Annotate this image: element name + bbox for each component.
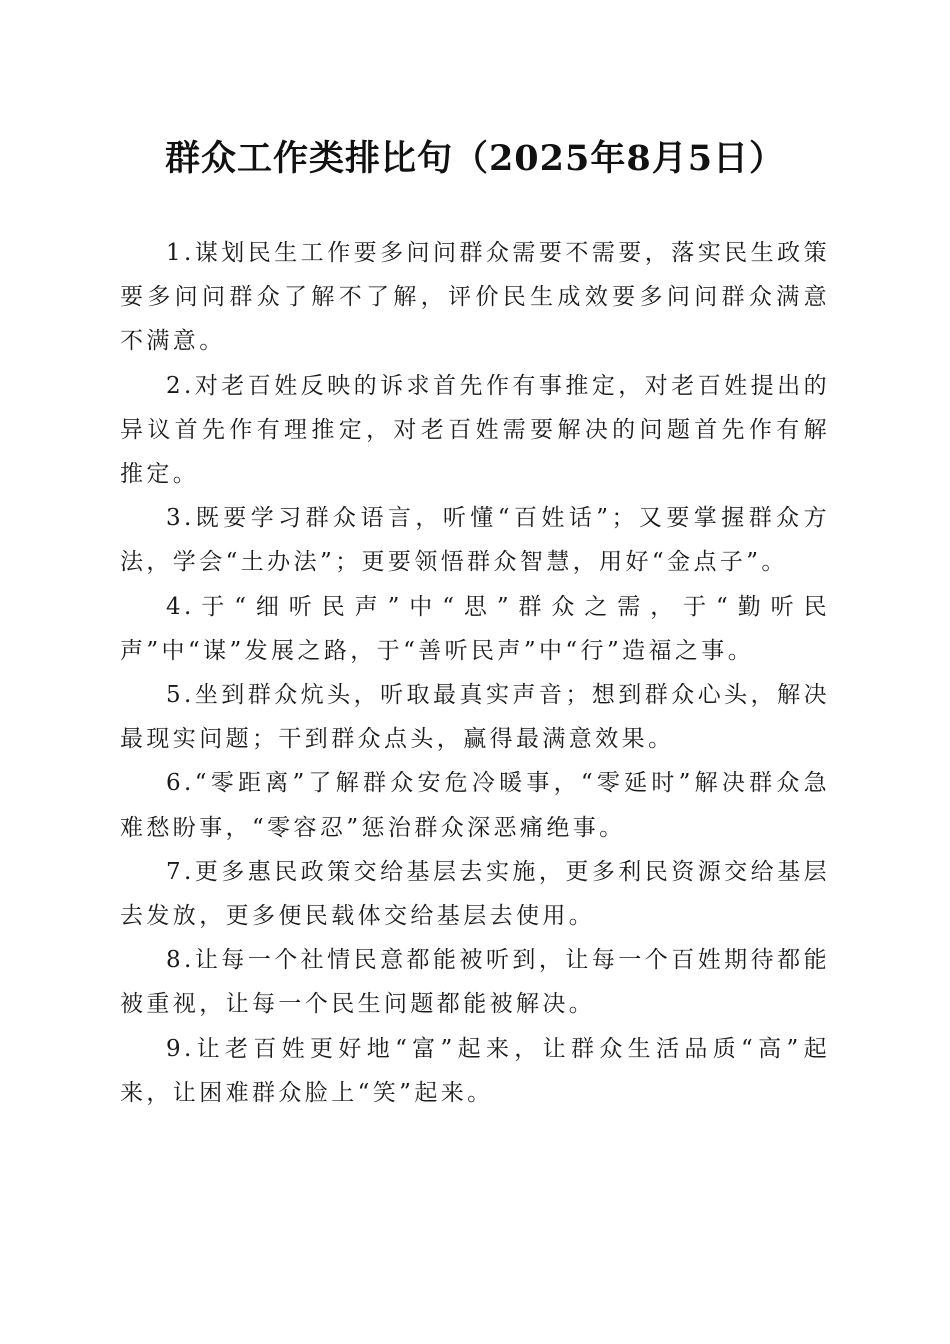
paragraph-9: 9.让老百姓更好地“富”起来，让群众生活品质“高”起来，让困难群众脸上“笑”起来。 bbox=[120, 1035, 830, 1106]
paragraph-6: 6.“零距离”了解群众安危冷暖事，“零延时”解决群众急难愁盼事，“零容忍”惩治群众深恶痛绝事。 bbox=[120, 770, 830, 841]
document-title: 群众工作类排比句（2025年8月5日） bbox=[164, 138, 786, 179]
paragraph-5: 5.坐到群众炕头，听取最真实声音；想到群众心头，解决最现实问题；干到群众点头，赢得最满意效果。 bbox=[120, 682, 830, 753]
document-body bbox=[120, 231, 830, 1115]
paragraph-1: 1.谋划民生工作要多问问群众需要不需要，落实民生政策要多问问群众了解不了解，评价民生成效要多问问群众满意不满意。 bbox=[120, 240, 830, 355]
paragraph-3: 3.既要学习群众语言，听懂“百姓话”；又要掌握群众方法，学会“土办法”；更要领悟群众智慧，用好“金点子”。 bbox=[120, 505, 830, 576]
paragraph-8: 8.让每一个社情民意都能被听到，让每一个百姓期待都能被重视，让每一个民生问题都能被解决。 bbox=[120, 947, 830, 1018]
paragraph-7: 7.更多惠民政策交给基层去实施，更多利民资源交给基层去发放，更多便民载体交给基层去使用。 bbox=[120, 858, 830, 930]
paragraph-2: 2.对老百姓反映的诉求首先作有事推定，对老百姓提出的异议首先作有理推定，对老百姓需要解决的问题首先作有解推定。 bbox=[120, 372, 830, 488]
paragraph-4: 4.于“细听民声”中“思”群众之需，于“勤听民声”中“谋”发展之路，于“善听民声”中“行”造福之事。 bbox=[120, 593, 830, 664]
